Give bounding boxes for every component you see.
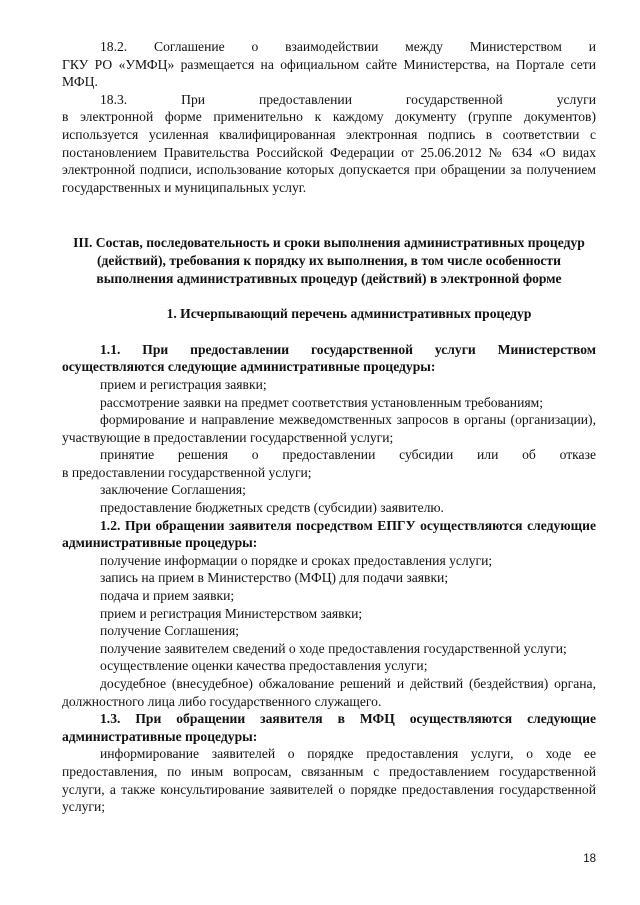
list-item: получение заявителем сведений о ходе предоставления государственной услуги; [100,640,567,656]
list-item: заключение Соглашения; [100,482,246,498]
list-item: прием и регистрация Министерством заявки; [100,605,363,621]
list-item: рассмотрение заявки на предмет соответствия установленным требованиям; [100,394,543,410]
list-item: получение информации о порядке и сроках предоставления услуги; [100,552,493,568]
list-item: досудебное (внесудебное) обжалование решений и действий (бездействия) органа, должностного лица либо государственного служащего. [62,676,596,709]
item-1-1-heading: 1.1. При предоставлении государственной услуги Министерством осуществляются следующие административные процедуры: [62,341,596,375]
list-item: получение Соглашения; [100,623,239,639]
paragraph-18-2-line1: 18.2. Соглашение о взаимодействии между Министерством и [100,39,596,54]
list-item-continuation: в предоставлении государственной услуги; [62,464,312,480]
list-item: прием и регистрация заявки; [100,376,267,392]
list-item: осуществление оценки качества предоставления услуги; [100,658,428,674]
paragraph-18-3-line1: 18.3. При предоставлении государственной услуги [100,91,596,107]
list-item: принятие решения о предоставлении субсидии или об отказе [100,447,596,463]
item-1-3-heading: 1.3. При обращении заявителя в МФЦ осуществляются следующие административные процедуры: [62,711,596,744]
list-item: формирование и направление межведомственных запросов в органы (организации), участвующие в предоставлении государственной услуги; [62,412,596,445]
item-1-2-heading: 1.2. При обращении заявителя посредством ЕПГУ осуществляются следующие административные процедуры: [62,517,596,551]
list-item: запись на прием в Министерство (МФЦ) для подачи заявки; [100,570,449,586]
page-number: 18 [583,853,596,865]
list-item: информирование заявителей о порядке предоставления услуги, о ходе ее предоставления, по иным вопросам, связанным с предоставлением государственной услуги, а также консультирование заявителей о порядке предоставления государственной услуги; [62,746,596,815]
paragraph-18-3-rest: в электронной форме применительно к каждому документу (группе документов) используется усиленная квалифицированная электронная подпись в соответствии с постановлением Правительства Российской Федерации от 25.06.2012 № 634 «О видах электронной подписи, использование которых допускается при обращении за получением государственных и муниципальных услуг. [62,109,596,195]
subsection-title: 1. Исчерпывающий перечень административных процедур [166,306,532,322]
paragraph-18-2-rest: ГКУ РО «УМФЦ» размещается на официальном сайте Министерства, на Портале сети МФЦ. [62,56,596,90]
section-title: III. Состав, последовательность и сроки выполнения административных процедур (действий), требования к порядку их выполнения, в том числе особенности выполнения административных процедур (действий) в электронной форме [73,235,585,286]
list-item: подача и прием заявки; [100,588,235,604]
list-item: предоставление бюджетных средств (субсидии) заявителю. [100,500,444,516]
page-content [62,38,596,816]
